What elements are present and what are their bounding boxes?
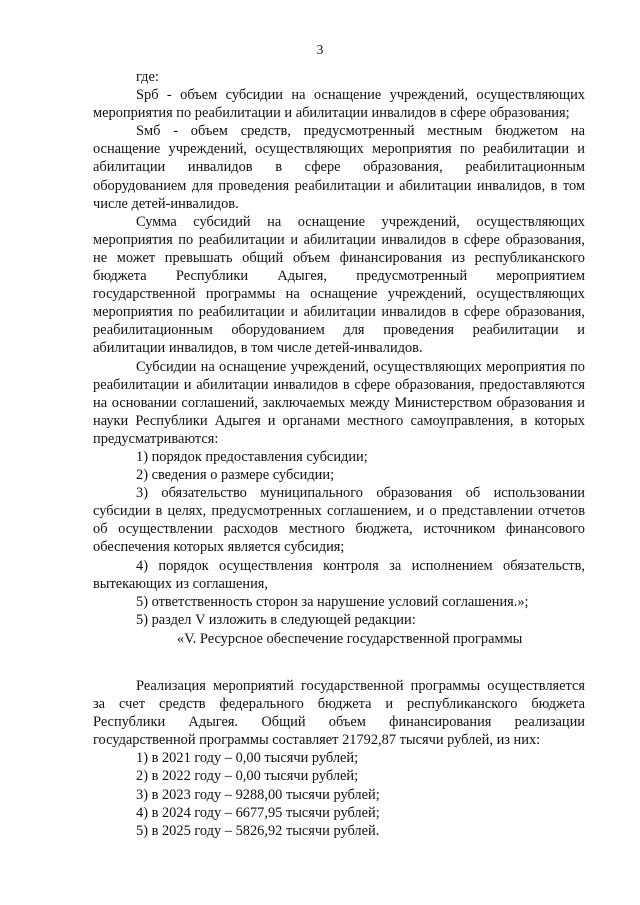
section-5-instruction: 5) раздел V изложить в следующей редакции: <box>136 611 416 628</box>
paragraph-sum: Сумма субсидий на оснащение учреждений, осуществляющих мероприятия по реабилитации и абилитации инвалидов в сфере образования, не может превышать общий объем финансирования из республиканского бюджета Республики Адыгея, предусмотренный мероприятием государственной программы на оснащение учреждений, осуществляющих мероприятия по реабилитации и абилитации инвалидов в сфере образования, реабилитационным оборудованием для проведения реабилитации и абилитации инвалидов, в том числе детей-инвалидов. <box>93 213 585 357</box>
paragraph-where: где: <box>136 69 159 85</box>
funding-year-1: 1) в 2021 году – 0,00 тысячи рублей; <box>136 750 359 767</box>
paragraph-subsidies: Субсидии на оснащение учреждений, осуществляющих мероприятия по реабилитации и абилитации инвалидов в сфере образования, предоставляются на основании соглашений, заключаемых между Министерством образования и науки Республики Адыгея и органами местного самоуправления, в которых предусматриваются: <box>93 358 585 447</box>
paragraph-implementation: Реализация мероприятий государственной программы осуществляется за счет средств федерального бюджета и республиканского бюджета Республики Адыгея. Общий объем финансирования реализации государственной программы составляет 21792,87 тысячи рублей, из них: <box>93 678 585 749</box>
list-item-4: 4) порядок осуществления контроля за исполнением обязательств, вытекающих из соглашения, <box>93 557 585 592</box>
page-number: 3 <box>316 42 324 57</box>
list-item-5: 5) ответственность сторон за нарушение условий соглашения.»; <box>136 593 529 610</box>
funding-year-5: 5) в 2025 году – 5826,92 тысячи рублей. <box>136 822 380 839</box>
blank-line <box>93 648 585 677</box>
funding-year-2: 2) в 2022 году – 0,00 тысячи рублей; <box>136 768 359 785</box>
document-body <box>93 68 585 840</box>
paragraph-spb: Sрб - объем субсидии на оснащение учреждений, осуществляющих мероприятия по реабилитации и абилитации инвалидов в сфере образования; <box>93 87 585 122</box>
paragraph-smb: Sмб - объем средств, предусмотренный местным бюджетом на оснащение учреждений, осуществляющих мероприятия по реабилитации и абилитации инвалидов в сфере образования, реабилитационным оборудованием для проведения реабилитации и абилитации инвалидов, в том числе детей-инвалидов. <box>93 123 585 212</box>
list-item-2: 2) сведения о размере субсидии; <box>136 467 335 484</box>
section-heading: «V. Ресурсное обеспечение государственной программы <box>177 630 523 647</box>
list-item-1: 1) порядок предоставления субсидии; <box>136 448 368 465</box>
funding-year-3: 3) в 2023 году – 9288,00 тысячи рублей; <box>136 786 380 803</box>
list-item-3: 3) обязательство муниципального образования об использовании субсидии в целях, предусмотренных соглашением, и о представлении отчетов об осуществлении расходов местного бюджета, источником финансового обеспечения которых является субсидия; <box>93 485 585 556</box>
funding-year-4: 4) в 2024 году – 6677,95 тысячи рублей; <box>136 804 380 821</box>
